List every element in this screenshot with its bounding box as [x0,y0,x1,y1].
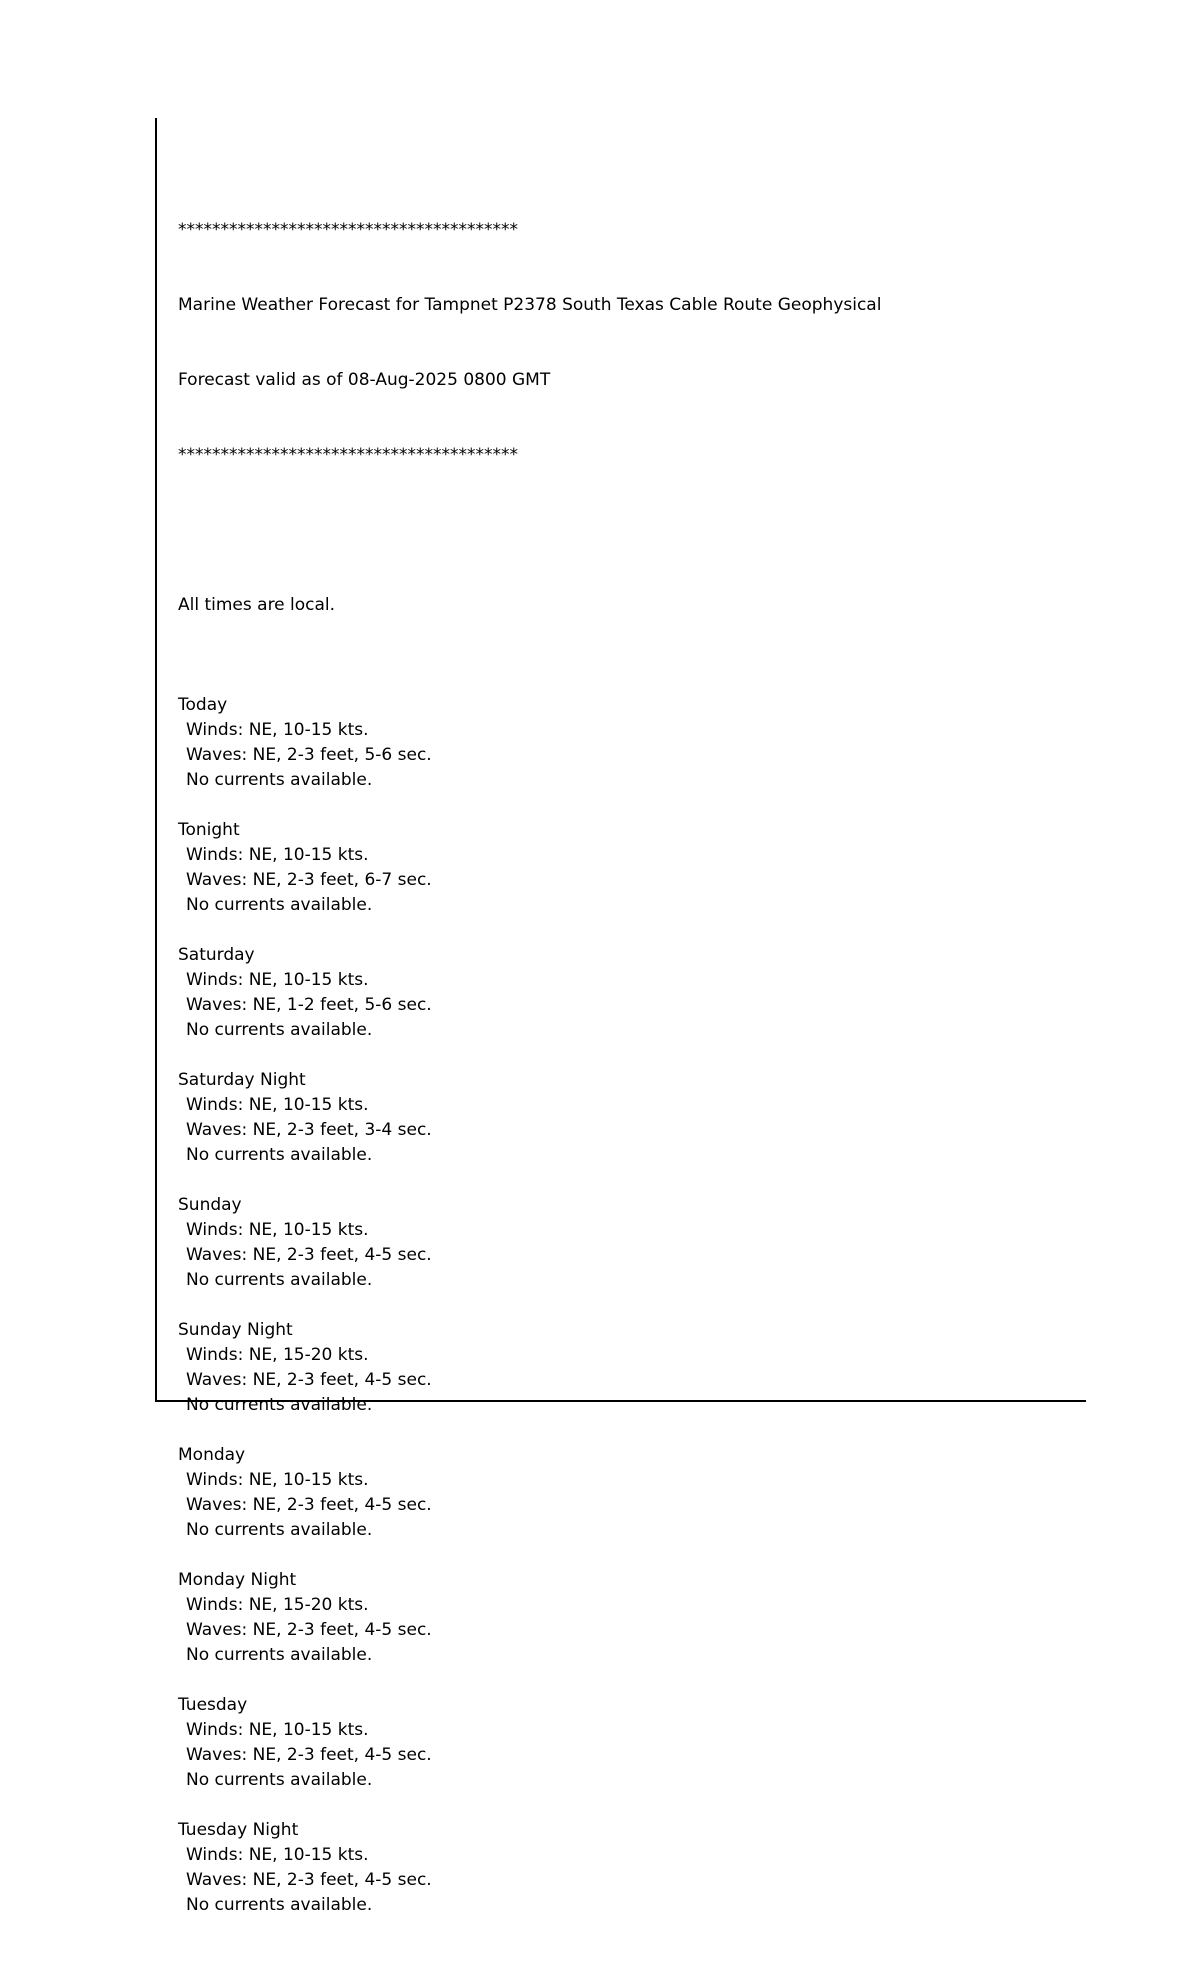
forecast-section [178,1693,1078,1793]
waves-line: Waves: NE, 1-2 feet, 5-6 sec. [186,995,432,1015]
forecast-section [178,1068,1078,1168]
forecast-sections [178,693,1078,1918]
forecast-section [178,1193,1078,1293]
waves-line: Waves: NE, 2-3 feet, 4-5 sec. [186,1870,432,1890]
forecast-section [178,943,1078,1043]
forecast-section [178,1443,1078,1543]
forecast-section [178,1818,1078,1918]
waves-line: Waves: NE, 2-3 feet, 4-5 sec. [186,1495,432,1515]
winds-line: Winds: NE, 10-15 kts. [186,1095,369,1115]
section-heading: Sunday Night [178,1320,293,1340]
document-header [178,168,1078,518]
winds-line: Winds: NE, 10-15 kts. [186,1470,369,1490]
winds-line: Winds: NE, 15-20 kts. [186,1345,369,1365]
forecast-section [178,1318,1078,1418]
section-heading: Saturday Night [178,1070,306,1090]
waves-line: Waves: NE, 2-3 feet, 4-5 sec. [186,1620,432,1640]
currents-line: No currents available. [186,1270,373,1290]
section-heading: Tuesday Night [178,1820,299,1840]
section-heading: Saturday [178,945,255,965]
currents-line: No currents available. [186,1520,373,1540]
currents-line: No currents available. [186,1395,373,1415]
currents-line: No currents available. [186,1145,373,1165]
section-heading: Today [178,695,228,715]
section-heading: Tuesday [178,1695,248,1715]
forecast-section [178,693,1078,793]
waves-line: Waves: NE, 2-3 feet, 4-5 sec. [186,1745,432,1765]
currents-line: No currents available. [186,1770,373,1790]
currents-line: No currents available. [186,770,373,790]
section-heading: Monday [178,1445,246,1465]
currents-line: No currents available. [186,1020,373,1040]
waves-line: Waves: NE, 2-3 feet, 5-6 sec. [186,745,432,765]
waves-line: Waves: NE, 2-3 feet, 6-7 sec. [186,870,432,890]
waves-line: Waves: NE, 2-3 feet, 4-5 sec. [186,1370,432,1390]
winds-line: Winds: NE, 10-15 kts. [186,845,369,865]
divider-line-top: **************************************** [178,220,518,240]
winds-line: Winds: NE, 10-15 kts. [186,1220,369,1240]
forecast-section [178,1568,1078,1668]
winds-line: Winds: NE, 10-15 kts. [186,1845,369,1865]
waves-line: Waves: NE, 2-3 feet, 3-4 sec. [186,1120,432,1140]
waves-line: Waves: NE, 2-3 feet, 4-5 sec. [186,1245,432,1265]
winds-line: Winds: NE, 10-15 kts. [186,970,369,990]
winds-line: Winds: NE, 15-20 kts. [186,1595,369,1615]
section-heading: Tonight [178,820,240,840]
title-line-2: Forecast valid as of 08-Aug-2025 0800 GMT [178,370,551,390]
currents-line: No currents available. [186,1895,373,1915]
section-heading: Monday Night [178,1570,297,1590]
times-note: All times are local. [178,595,336,615]
currents-line: No currents available. [186,895,373,915]
winds-line: Winds: NE, 10-15 kts. [186,1720,369,1740]
forecast-section [178,818,1078,918]
title-line-1: Marine Weather Forecast for Tampnet P2378 South Texas Cable Route Geophysical [178,295,882,315]
divider-line-bottom: **************************************** [178,445,518,465]
forecast-document [178,118,1078,1968]
section-heading: Sunday [178,1195,242,1215]
winds-line: Winds: NE, 10-15 kts. [186,720,369,740]
currents-line: No currents available. [186,1645,373,1665]
